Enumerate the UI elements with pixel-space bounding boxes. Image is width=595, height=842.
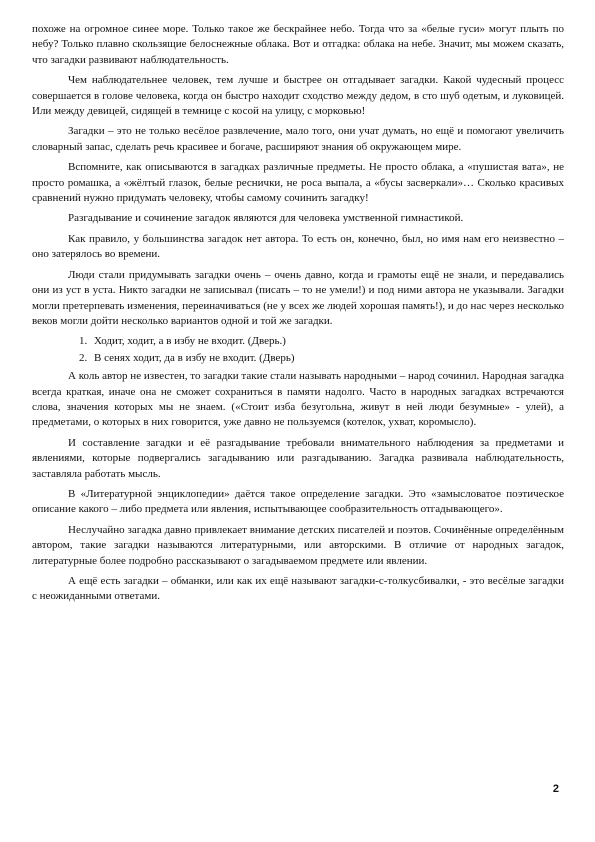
- paragraph: И составление загадки и её разгадывание требовали внимательного наблюдения за предметами и явлениями, которые подвергались загадыванию или разгадыванию. Загадка развивала наблюдательность, заставляла работать мысль.: [32, 436, 564, 480]
- paragraph: В «Литературной энциклопедии» даётся такое определение загадки. Это «замысловатое поэтическое описание какого – либо предмета или явления, испытывающее сообразительность отгадывающего».: [32, 487, 564, 516]
- list-item: 2. В сенях ходит, да в избу не входит. (Дверь): [90, 351, 564, 366]
- page-number: 2: [552, 783, 559, 795]
- paragraph: Разгадывание и сочинение загадок являются для человека умственной гимнастикой.: [68, 212, 464, 225]
- paragraph: Вспомните, как описываются в загадках различные предметы. Не просто облака, а «пушистая вата», не просто ромашка, а «жёлтый глазок, белые реснички, не роса выпала, а «бусы засверкали»… Сколько красивых сравнений нужно придумать человеку, чтобы самому сочинить загадку!: [32, 161, 564, 205]
- paragraph: Как правило, у большинства загадок нет автора. То есть он, конечно, был, но имя нам его неизвестно – оно затерялось во времени.: [32, 232, 564, 261]
- paragraph: А ещё есть загадки – обманки, или как их ещё называют загадки-с-толкусбивалки, - это весёлые загадки с неожиданными ответами.: [32, 575, 564, 603]
- riddle-list: [32, 334, 564, 366]
- paragraph: А коль автор не известен, то загадки такие стали называть народными – народ сочинил. Народная загадка всегда краткая, иначе она не сможет сохраниться в памяти надолго. Часто в народных загадках встречаются слова, значения которых мы не знаем. («Стоит изба безугольна, живут в ней люди безумные» - улей), а предметами, о которых в них говорится, уже давно не пользуемся (котелок, ухват, коромысло).: [32, 370, 564, 429]
- paragraph: Загадки – это не только весёлое развлечение, мало того, они учат думать, но ещё и помогают увеличить словарный запас, сделать речь красивее и богаче, расширяют знания об окружающем мире.: [32, 125, 564, 153]
- paragraph: Люди стали придумывать загадки очень – очень давно, когда и грамоты ещё не знали, и передавались они из уст в уста. Никто загадки не записывал (писать – то не умели!) и под ними автора не указывали. Загадки могли претерпевать изменения, переиначиваться (не у всех же людей хорошая память!), и до нас через несколько веков могли дойти несколько вариантов одной и той же загадки.: [32, 268, 564, 327]
- paragraph: Чем наблюдательнее человек, тем лучше и быстрее он отгадывает загадки. Какой чудесный процесс совершается в голове человека, когда он быстро находит сходство между дедом, в сто шуб одетым, и луковицей. Или между девицей, сидящей в темнице с косой на улицу, с морковью!: [32, 74, 564, 118]
- document-body: [32, 22, 564, 610]
- paragraph: Неслучайно загадка давно привлекает внимание детских писателей и поэтов. Сочинённые определённым автором, такие загадки называются литературными, или авторскими. В отличие от народных загадок, литературные более подробно рассказывают о загадываемом предмете или явлении.: [32, 523, 564, 567]
- paragraph: похоже на огромное синее море. Только такое же бескрайнее небо. Тогда что за «белые гуси» могут плыть по небу? Только плавно скользящие белоснежные облака. Вот и отгадка: облака на небе. Значит, мы можем сказать, что загадки развивают наблюдательность.: [32, 23, 564, 66]
- list-item: 1. Ходит, ходит, а в избу не входит. (Дверь.): [90, 334, 564, 349]
